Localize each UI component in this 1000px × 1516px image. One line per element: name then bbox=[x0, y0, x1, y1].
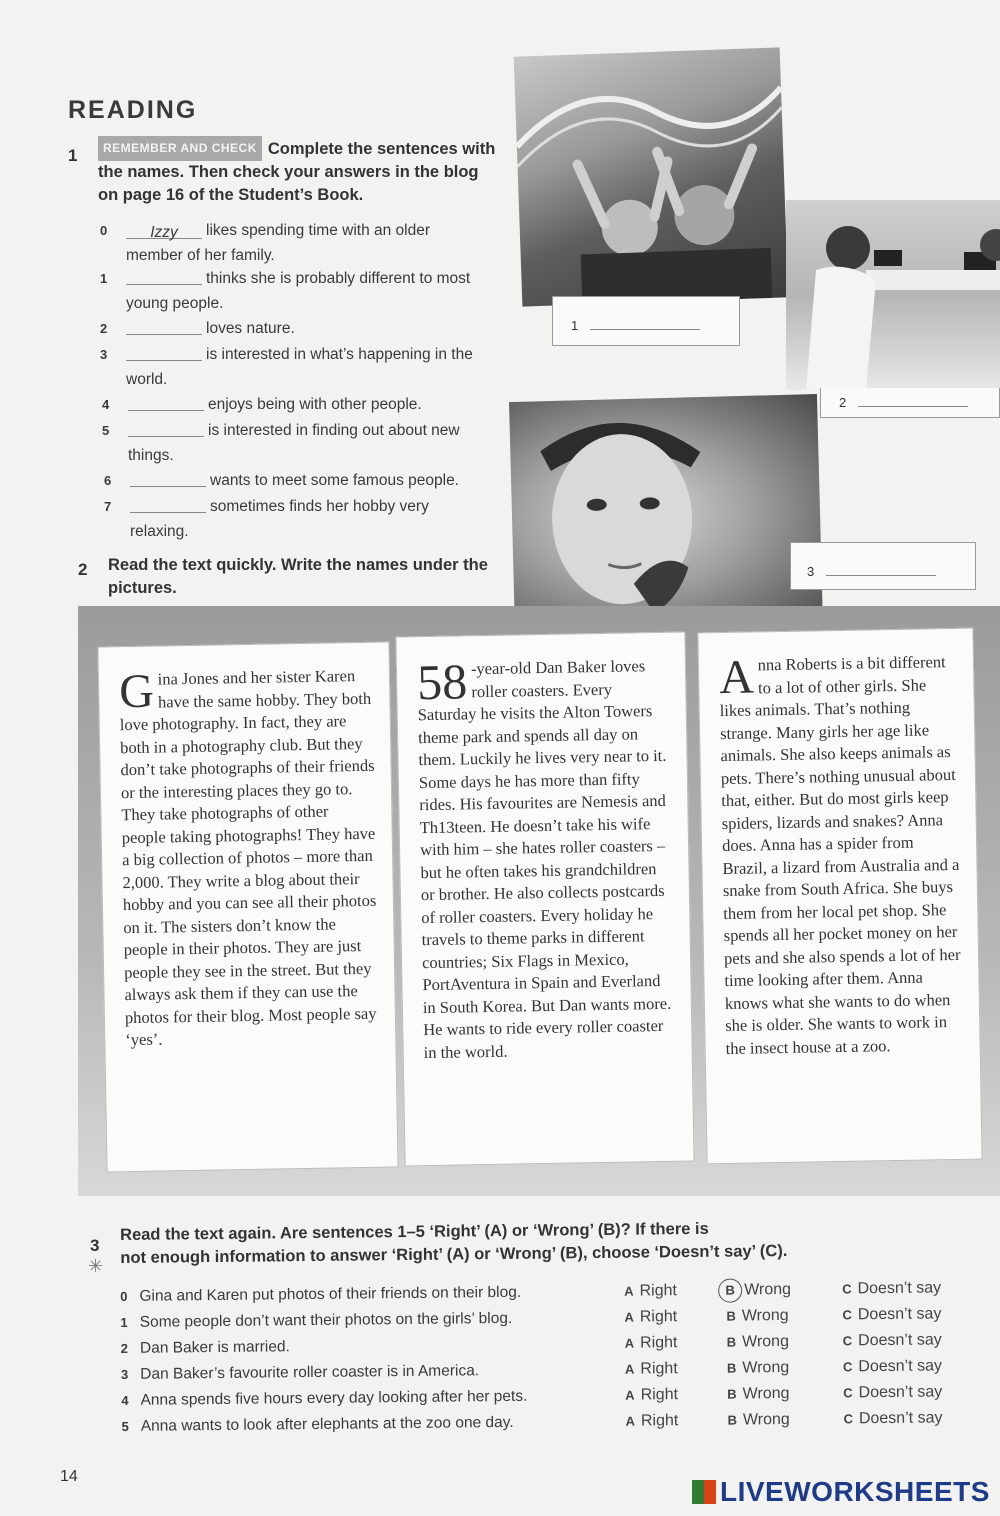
option-letter: C bbox=[842, 1359, 853, 1375]
girl-with-lizard-photo bbox=[509, 394, 823, 634]
text-card-gina bbox=[97, 641, 398, 1172]
item-text: loves nature. bbox=[206, 320, 295, 337]
option-label: Doesn’t say bbox=[857, 1305, 942, 1324]
roller-coaster-photo bbox=[514, 47, 789, 306]
answer-blank[interactable] bbox=[128, 394, 204, 411]
option-c-2[interactable] bbox=[843, 1331, 942, 1350]
ex3-row-3 bbox=[121, 1362, 479, 1384]
option-label: Doesn’t say bbox=[857, 1279, 942, 1298]
option-letter: C bbox=[842, 1281, 852, 1297]
row-text: Dan Baker’s favourite roller coaster is in America. bbox=[140, 1362, 480, 1383]
dan-text: -year-old Dan Baker loves roller coasters. Every Saturday he visits the Alton Towers theme park and spends all day on them. Luckily he lives very near to it. Some days he has more than fifty rides. His favourites are Nemesis and Th13teen. He doesn’t take his wife with him – she hates roller coasters – but he often takes his grandchildren or brother. He also collects postcards of roller coasters. Every holiday he travels to theme parks in different countries; Six Flags in Mexico, PortAventura in Spain and Everland in South Korea. But Dan wants more. He wants to ride every roller coaster in the world. bbox=[417, 656, 672, 1062]
option-label: Doesn’t say bbox=[858, 1383, 943, 1402]
item-number: 6 bbox=[104, 473, 112, 488]
answer-blank[interactable] bbox=[128, 420, 204, 437]
ex1-item-2 bbox=[100, 316, 500, 342]
option-label: Right bbox=[639, 1308, 678, 1326]
text-card-anna bbox=[697, 628, 982, 1165]
caption-number: 2 bbox=[839, 395, 847, 410]
option-label: Wrong bbox=[741, 1307, 789, 1325]
page-number: 14 bbox=[60, 1468, 78, 1485]
girl-lizard-illustration bbox=[509, 394, 823, 634]
option-letter: B bbox=[726, 1360, 737, 1376]
item-text-cont: world. bbox=[126, 371, 168, 388]
item-text: likes spending time with an older bbox=[206, 222, 431, 239]
item-text-cont: member of her family. bbox=[126, 247, 275, 264]
item-number: 3 bbox=[100, 347, 108, 362]
item-text: sometimes finds her hobby very bbox=[210, 498, 429, 515]
option-letter: A bbox=[624, 1335, 635, 1351]
option-c-5[interactable] bbox=[843, 1409, 942, 1428]
option-label: Wrong bbox=[742, 1358, 790, 1377]
option-letter: B bbox=[727, 1386, 737, 1402]
option-b-0-selected[interactable] bbox=[718, 1278, 791, 1303]
caption-answer-line[interactable] bbox=[826, 563, 936, 576]
row-text: Dan Baker is married. bbox=[139, 1338, 290, 1357]
answer-blank[interactable] bbox=[126, 318, 202, 335]
drop-cap: G bbox=[118, 664, 155, 719]
caption-answer-line[interactable] bbox=[858, 394, 968, 407]
liveworksheets-logo bbox=[692, 1476, 990, 1508]
exercise-1-instruction bbox=[98, 136, 498, 207]
option-label: Wrong bbox=[742, 1384, 790, 1403]
option-label: Wrong bbox=[742, 1410, 790, 1429]
exercise-3-line-1: Read the text again. Are sentences 1–5 ‘Right’ (A) or ‘Wrong’ (B)? If there is bbox=[120, 1219, 709, 1244]
item-number: 7 bbox=[104, 499, 112, 514]
exercise-3-line-2: not enough information to answer ‘Right’ (A) or ‘Wrong’ (B), choose ‘Doesn’t say’ (C). bbox=[120, 1242, 788, 1267]
photographers-photo bbox=[786, 200, 1000, 390]
item-number: 1 bbox=[100, 271, 108, 286]
ex1-item-1 bbox=[100, 266, 510, 316]
selected-circle: B bbox=[718, 1278, 742, 1302]
answer-blank[interactable] bbox=[126, 344, 202, 361]
ex1-item-6 bbox=[104, 468, 504, 494]
logo-text: LIVEWORKSHEETS bbox=[720, 1476, 990, 1507]
option-letter: A bbox=[624, 1309, 634, 1325]
item-text-cont: things. bbox=[128, 447, 174, 464]
text-card-dan bbox=[395, 632, 694, 1167]
option-b-5[interactable] bbox=[727, 1411, 789, 1430]
caption-number: 1 bbox=[571, 318, 579, 333]
caption-answer-line[interactable] bbox=[590, 317, 700, 330]
drop-cap: 58 bbox=[416, 653, 468, 711]
item-text-cont: young people. bbox=[126, 295, 224, 312]
photographers-illustration bbox=[786, 200, 1000, 390]
option-label: Wrong bbox=[744, 1280, 792, 1299]
option-b-2[interactable] bbox=[727, 1333, 789, 1352]
option-b-1[interactable] bbox=[726, 1307, 788, 1326]
challenge-star-icon: ✳ bbox=[88, 1256, 104, 1276]
option-a-2[interactable] bbox=[625, 1334, 678, 1353]
option-c-0[interactable] bbox=[842, 1279, 941, 1298]
row-text: Anna wants to look after elephants at the zoo one day. bbox=[140, 1413, 514, 1435]
ex1-item-0 bbox=[100, 218, 500, 268]
row-number: 5 bbox=[121, 1418, 129, 1434]
option-label: Right bbox=[639, 1282, 678, 1300]
option-letter: A bbox=[625, 1413, 635, 1429]
section-heading: READING bbox=[68, 96, 198, 124]
option-c-1[interactable] bbox=[842, 1305, 941, 1324]
option-a-5[interactable] bbox=[625, 1412, 678, 1431]
item-text: is interested in finding out about new bbox=[208, 422, 460, 439]
exercise-3-number: 3 bbox=[90, 1236, 100, 1255]
option-letter: B bbox=[726, 1308, 736, 1324]
option-letter: B bbox=[726, 1334, 737, 1350]
option-label: Doesn’t say bbox=[857, 1331, 942, 1350]
caption-number: 3 bbox=[807, 564, 815, 579]
option-label: Right bbox=[640, 1360, 678, 1378]
caption-box-2 bbox=[820, 388, 1000, 418]
item-text: enjoys being with other people. bbox=[208, 396, 422, 413]
item-number: 0 bbox=[100, 223, 108, 238]
option-letter: C bbox=[843, 1411, 853, 1427]
option-letter: A bbox=[624, 1361, 635, 1377]
item-text: thinks she is probably different to most bbox=[206, 270, 471, 287]
ex3-row-5 bbox=[121, 1414, 513, 1436]
ex3-row-1 bbox=[120, 1310, 512, 1332]
answer-blank[interactable] bbox=[130, 470, 206, 487]
logo-cube-icon bbox=[692, 1480, 716, 1504]
row-number: 4 bbox=[121, 1392, 129, 1408]
item-text: wants to meet some famous people. bbox=[210, 472, 459, 489]
option-c-4[interactable] bbox=[843, 1383, 942, 1402]
drop-cap: A bbox=[718, 650, 755, 705]
option-label: Right bbox=[640, 1334, 678, 1352]
exercise-1-text: Complete the sentences with the names. Then check your answers in the blog on page 16 of the Student’s Book. bbox=[98, 140, 496, 204]
exercise-2-number: 2 bbox=[78, 560, 88, 579]
row-text: Some people don’t want their photos on the girls’ blog. bbox=[139, 1309, 513, 1331]
option-letter: A bbox=[624, 1283, 634, 1299]
ex1-item-4 bbox=[102, 392, 502, 418]
option-letter: C bbox=[843, 1385, 853, 1401]
ex1-item-5 bbox=[102, 418, 512, 468]
remember-check-tag: REMEMBER AND CHECK bbox=[98, 136, 262, 161]
answer-blank[interactable] bbox=[130, 496, 206, 513]
item-number: 5 bbox=[102, 423, 110, 438]
item-number: 4 bbox=[102, 397, 110, 412]
option-a-1[interactable] bbox=[624, 1308, 677, 1327]
option-b-3[interactable] bbox=[727, 1359, 789, 1378]
option-label: Doesn’t say bbox=[858, 1409, 943, 1428]
option-a-4[interactable] bbox=[625, 1386, 678, 1405]
option-a-0[interactable] bbox=[624, 1282, 677, 1301]
option-label: Doesn’t say bbox=[858, 1357, 943, 1376]
item-number: 2 bbox=[100, 321, 108, 336]
option-letter: A bbox=[625, 1387, 635, 1403]
ex1-item-7 bbox=[104, 494, 504, 544]
option-letter: C bbox=[842, 1333, 853, 1349]
exercise-3-instruction bbox=[120, 1216, 860, 1270]
row-number: 3 bbox=[120, 1366, 129, 1382]
option-label: Right bbox=[640, 1386, 679, 1404]
ex3-row-4 bbox=[121, 1388, 527, 1410]
option-letter: B bbox=[727, 1412, 737, 1428]
item-text-cont: relaxing. bbox=[130, 523, 189, 540]
row-text: Gina and Karen put photos of their friends on their blog. bbox=[139, 1283, 522, 1305]
caption-box-1 bbox=[552, 296, 740, 346]
answer-blank[interactable] bbox=[126, 268, 202, 285]
row-number: 0 bbox=[120, 1288, 128, 1304]
ex3-row-2 bbox=[121, 1338, 290, 1358]
exercise-1-number: 1 bbox=[68, 146, 78, 165]
option-letter: C bbox=[842, 1307, 852, 1323]
exercise-3-table bbox=[120, 1269, 962, 1448]
option-a-3[interactable] bbox=[625, 1360, 678, 1379]
ex3-row-0 bbox=[120, 1284, 521, 1306]
ex1-item-3 bbox=[100, 342, 510, 392]
gina-text: ina Jones and her sister Karen have the same hobby. They both love photography. In fact, they are both in a photography club. But they don’t take photographs of their friends or the interesting places they go to. They take photographs of other people taking photographs! They have a big collection of photos – more than 2,000. They write a blog about their hobby and you can see all their photos on it. The sisters don’t know the people in their photos. They are just people they see in the street. But they always ask them if they can use the photos for their blog. Most people say ‘yes’. bbox=[119, 666, 377, 1050]
roller-coaster-illustration bbox=[514, 47, 789, 306]
answer-blank[interactable]: Izzy bbox=[126, 220, 202, 239]
item-text: is interested in what’s happening in the bbox=[206, 346, 473, 363]
caption-box-3 bbox=[790, 542, 976, 590]
option-label: Wrong bbox=[742, 1332, 790, 1351]
row-text: Anna spends five hours every day looking after her pets. bbox=[140, 1387, 528, 1409]
anna-text: nna Roberts is a bit different to a lot of other girls. She likes animals. That’s nothing strange. Many girls her age like animals. She also keeps animals as pets. There’s nothing unusual about that, either. But do most girls keep spiders, lizards and snakes? Anna does. Anna has a spider from Brazil, a lizard from Australia and a snake from South Africa. She buys them from her local pet shop. She spends all her pocket money on her pets and she also spends a lot of her time looking after them. Anna knows what she wants to do when she is older. She wants to work in the insect house at a zoo. bbox=[719, 652, 961, 1058]
option-label: Right bbox=[640, 1412, 679, 1430]
exercise-2-instruction: Read the text quickly. Write the names under the pictures. bbox=[108, 556, 488, 597]
option-c-3[interactable] bbox=[843, 1357, 942, 1376]
row-number: 2 bbox=[120, 1340, 129, 1356]
option-b-4[interactable] bbox=[727, 1385, 789, 1404]
row-number: 1 bbox=[120, 1314, 128, 1330]
